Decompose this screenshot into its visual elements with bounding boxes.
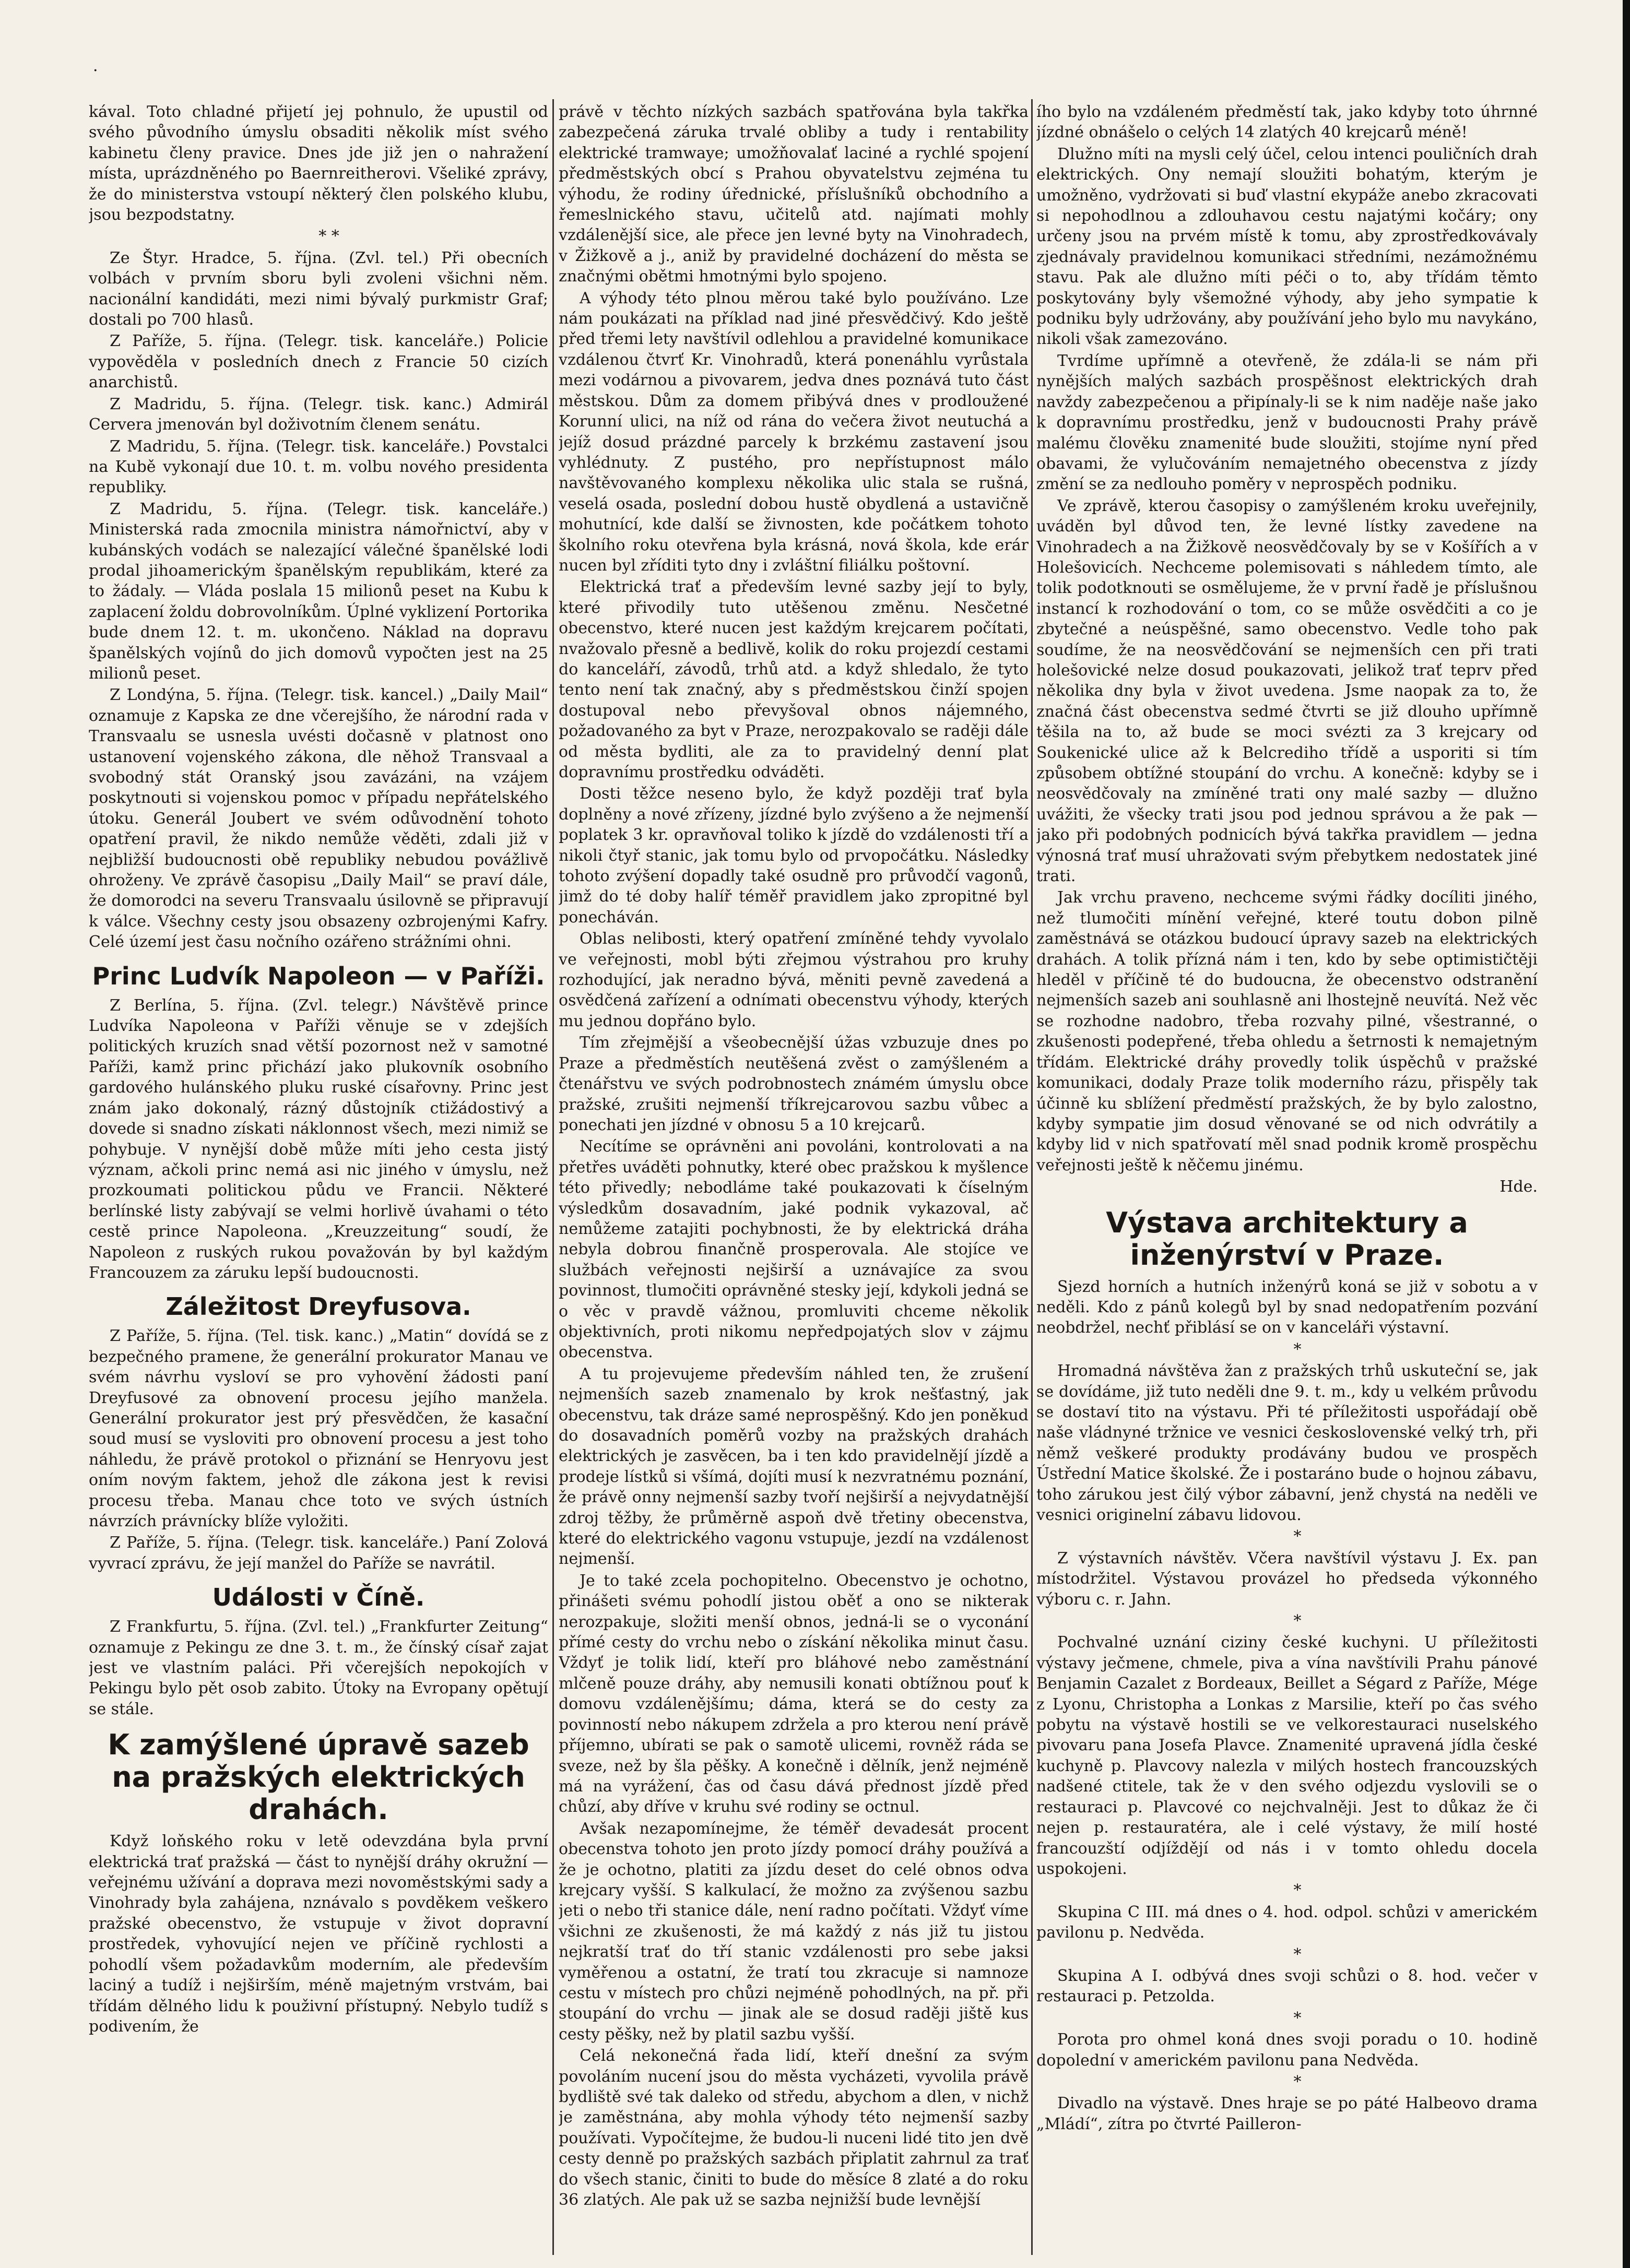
scan-speck: · bbox=[93, 62, 98, 80]
article-text: Dosti těžce neseno bylo, že když později trať byla doplněny a nové zřízeny, jízdné bylo zvýšeno a že nejmenší poplatek 3 kr. opravňoval toliko k jízdě do vzdálenosti tří a nikoli čtyř stanic, jak tomu bylo od prvopočátku. Následky tohoto zvýšení dopadly také osudně pro průvodčí vagonů, jimž do té doby halíř téměř pravidlem jako zpropitné byl ponecháván. bbox=[559, 785, 1029, 927]
news-item: Z Madridu, 5. října. (Telegr. tisk. kanc.) Admirál Cervera jmenován byl doživotním členem senátu. bbox=[89, 395, 548, 434]
news-item: Skupina C III. má dnes o 4. hod. odpol. schůzi v americkém pavilonu p. Nedvěda. bbox=[1036, 1903, 1538, 1942]
scan-edge bbox=[1623, 0, 1630, 2268]
article-text: Necítíme se oprávněni ani povoláni, kontrolovati a na přetřes uváděti pohnutky, které obec pražskou k myšlence této přivedly; nebodláme také poukazovati k číselným výsledkům dosavadním, jaké podnik vykazoval, ač nemůžeme zatajiti pochybnosti, že by elektrická dráha nebyla dobrou finančně prosperovala. Ale stojíce ve službách veřejnosti nejširší a uznávajíce za svou povinnost, tlumočiti oprávněné stesky její, kdykoli jedná se o věc v pravdě vážnou, promluviti chceme několik objektivních, proti nikomu nepředpojatých slov v zájmu obecenstva. bbox=[559, 1137, 1029, 1362]
news-item: Divadlo na výstavě. Dnes hraje se po páté Halbeovo drama „Mládí“, zítra po čtvrté Pailleron- bbox=[1036, 2094, 1538, 2133]
article-text: právě v těchto nízkých sazbách spatřována byla takřka zabezpečená záruka trvalé obliby a tudy i rentability elektrické tramwaye; umožňovalať laciné a rychlé spojení předměstských obcí s Prahou obyvatelstvu zejména tu výhodu, že rodiny úřednické, příslušníků obchodního a řemeslnického stavu, učitelů atd. najímati mohly vzdálenější sice, ale přece jen levné byty na Vinohradech, v Žižkově a j., aniž by pravidelné docházení do města se značnými obětmi hmotnými bylo spojeno. bbox=[559, 103, 1029, 286]
news-item: Pochvalné uznání ciziny české kuchyni. U příležitosti výstavy ječmene, chmele, piva a vína navštívili Prahu pánové Benjamin Cazalet z Bordeaux, Beillet a Ségard z Paříže, Mége z Lyonu, Christopha a Lonkas z Marsilie, kteří po čas svého pobytu na výstavě hostili se ve velkorestauraci nuselského pivovaru pana Josefa Plavce. Znamenité upravená jídla české kuchyně p. Plavcovy nalezla v milých hostech francouzských nadšené ctitele, tak že v den svého odjezdu vyslovili se o restauraci p. Plavcové co nejchvalněji. Jest to důkaz že či nejen p. restauratéra, ale i celé výstavy, že milí hosté francouzští odjíždějí od nás i v tomto ohledu docela uspokojeni. bbox=[1036, 1633, 1538, 1878]
news-item: Z výstavních návštěv. Včera navštívil výstavu J. Ex. pan místodržitel. Výstavou provázel ho předseda výkonného výboru c. r. Jahn. bbox=[1036, 1549, 1538, 1609]
news-item: Z Paříže, 5. října. (Tel. tisk. kanc.) „Matin“ dovídá se z bezpečného pramene, že generální prokurator Manau ve svém návrhu vysloví se pro vyhovění žádosti paní Dreyfusové za obnovení procesu jejího manžela. Generální prokurator jest prý přesvědčen, že kasační soud musí se vysloviti pro obnovení procesu a jest toho náhledu, že právě protokol o přiznání se Henryovu jest oním novým faktem, jehož dle zákona jest k revisi procesu třeba. Manau chce toto ve svých ústních návrzích právnícky blíže vyložiti. bbox=[89, 1327, 548, 1530]
separator-star: * bbox=[1293, 1340, 1302, 1359]
news-item: Z Frankfurtu, 5. října. (Zvl. tel.) „Frankfurter Zeitung“ oznamuje z Pekingu ze dne 3. t. m., že čínský císař zajat jest ve vlastním paláci. Při včerejších nepokojích v Pekingu bylo pět osob zabito. Útoky na Evropany opětují se stále. bbox=[89, 1618, 548, 1718]
separator-star: * bbox=[1293, 1945, 1302, 1964]
headline-china: Události v Číně. bbox=[212, 1583, 425, 1612]
headline-tram-fares: K zamýšlené úpravě sazeb na pražských elektrických drahách. bbox=[108, 1728, 529, 1826]
article-text: Dlužno míti na mysli celý účel, celou intenci pouličních drah elektrických. Ony nemají sloužiti bohatým, kterým je umožněno, vydržovati si buď vlastní ekypáže anebo zkracovati si nepohodlnou a zdlouhavou cestu najatými kočáry; ony určeny jsou na prvém místě k tomu, aby zprostředkovávaly zjednávaly pravidelnou komunikaci středními, nezámožnému stavu. Pak ale dlužno míti péči o to, aby třídám těmto poskytovány byly všemožné výhody, aby jeho sympatie k podniku byly udržovány, aby používání jeho bylo mu navykáno, nikoli však zamezováno. bbox=[1036, 145, 1538, 349]
separator-star: * bbox=[1293, 1881, 1302, 1900]
column-rule-1 bbox=[552, 99, 554, 2255]
news-item: Ze Štyr. Hradce, 5. října. (Zvl. tel.) Při obecních volbách v prvním sboru byli zvoleni všichni něm. nacionální kandidáti, mezi nimi bývalý purkmistr Graf; dostali po 700 hlasů. bbox=[89, 248, 548, 329]
separator-star: * bbox=[1293, 1527, 1302, 1546]
news-item: Z Madridu, 5. října. (Telegr. tisk. kanceláře.) Ministerská rada zmocnila ministra námořnictví, aby v kubánských vodách se nalezající válečné španělské lodi prodal jihoamerickým španělským republikám, které za to žádaly. — Vláda poslala 15 milionů peset na Kubu k zaplacení žoldu dobrovolníkům. Úplné vyklizení Portorika bude dnem 12. t. m. ukončeno. Náklad na dopravu španělských vojínů do jich domovů vypočten jest na 25 milionů peset. bbox=[89, 500, 548, 683]
news-item: Z Madridu, 5. října. (Telegr. tisk. kanceláře.) Povstalci na Kubě vykonají due 10. t. m. volbu nového presidenta republiky. bbox=[89, 437, 548, 497]
article-text: Celá nekonečná řada lidí, kteří dnešní za svým povoláním nucení jsou do města vycházeti, vyvolila právě bydliště své tak daleko od středu, abychom a dlen, v nichž je zaměstnána, aby mohla výhody této nejmenší sazby používati. Vypočítejme, že budou-li nuceni lidé tito jen dvě cesty denně po pražských sazbách připlatit zahrnul za trať do všech stanic, činiti to bude do měsíce 8 zlaté a do roku 36 zlatých. Ale pak už se sazba nejnižší bude levnější bbox=[559, 2047, 1029, 2210]
article-text: Ve zprávě, kterou časopisy o zamýšleném kroku uveřejnily, uváděn byl důvod ten, že levné lístky zavedene na Vinohradech a na Žižkově neosvědčovaly by se v Košířích a v Holešovicích. Nechceme polemisovati s náhledem tímto, ale tolik podotknouti se osmělujeme, že v první řadě je příslušnou instancí k rozhodování o tom, co se může osvědčiti a co je zbytečné a neúspěšné, samo obecenstvo. Vedle toho pak soudíme, že na neosvědčování se nejmenších cen při trati holešovické nelze dosud poukazovati, jelikož trať teprv před několika dny byla v život uvedena. Jsme naopak za to, že značná část obecenstva sedmé čtvrti se již dlouho upřímně těšila na to, až bude se moci svézti za 3 krejcary od Soukenické ulice až k Belcrediho třídě a usporiti si tím způsobem obtížné stoupání do vrchu. A konečně: kdyby se i neosvědčovaly na zmíněné trati ony malé sazby — dlužno uvážiti, že všecky trati jsou pod jednou správou a že pak — jako při podobných podnicích bývá takřka pravidlem — jedna výnosná trať musí uhražovati svým přebytkem nedostatek jiné trati. bbox=[1036, 496, 1538, 886]
news-item: Z Paříže, 5. října. (Telegr. tisk. kanceláře.) Paní Zolová vyvrací zprávu, že její manžel do Paříže se navrátil. bbox=[89, 1534, 548, 1573]
article-text: Oblas nelibosti, který opatření zmíněné tehdy vyvolalo ve veřejnosti, mobl býti zřejmou výstrahou pro kruhy rozhodující, jak neradno bývá, měniti pevně zavedená a osvědčená zařízení a odnímati obecenstvu výhody, kterých mu jednou dopřáno bylo. bbox=[559, 930, 1029, 1030]
headline-napoleon: Princ Ludvík Napoleon — v Paříži. bbox=[92, 961, 545, 990]
separator-stars: * * bbox=[318, 227, 339, 246]
article-text: ího bylo na vzdáleném předměstí tak, jako kdyby toto úhrnné jízdné obnášelo o celých 14 zlatých 40 krejcarů méně! bbox=[1036, 103, 1538, 142]
article-text: A výhody této plnou měrou také bylo používáno. Lze nám poukázati na příklad nad jiné přesvědčivý. Kdo ještě před třemi lety navštívil odlehlou a pravidelné komunikace vzdálenou čtvrť Kr. Vinohradů, která ponenáhlu vyrůstala mezi vodárnou a pivovarem, jedva dnes poznává tuto část městskou. Dům za domem přibývá dnes v prodloužené Korunní ulici, na níž od rána do večera život neutuchá a jejíž dosud prázdné parcely k brzkému zastavení jsou vyhlédnuty. Z pustého, pro nepřístupnost málo navštěvovaného komplexu několika ulic stala se rušná, veselá osada, poslední dobou hustě obydlená a ustavičně mohutnící, kde další se živnosten, kde počátkem tohoto školního roku otevřena byla krásná, nová škola, kde erár nucen byl zříditi tyto dny i zvláštní filiálku poštovní. bbox=[559, 289, 1029, 575]
news-item: Z Londýna, 5. října. (Telegr. tisk. kancel.) „Daily Mail“ oznamuje z Kapska ze dne včerejšího, že národní rada v Transvaalu se usnesla uvésti dočasně v platnost ono ustanovení vojenského zákona, dle něhož Transvaal a svobodný stát Oranský jsou zavázáni, na vzájem poskytnouti si vojenskou pomoc v případu nepřátelského útoku. Generál Joubert ve svém odůvodnění tohoto opatření pravil, že nikdo nemůže věděti, zdali již v nejbližší budoucnosti obě republiky nebudou povážlivě ohroženy. Ve zprávě časopisu „Daily Mail“ se praví dále, že domorodci na severu Transvaalu úsilovně se připravují k válce. Všechny cesty jsou obsazeny ozbrojenými Kafry. Celé území jest času nočního ozářeno strážními ohni. bbox=[89, 686, 548, 952]
article-text: Jak vrchu praveno, nechceme svými řádky docíliti jiného, než tlumočiti mínění veřejné, které toutu dobon pilně zaměstnává se otázkou budoucí úpravy sazeb na elektrických drahách. A tolik přízná nám i ten, kdo by sebe optimističtěji hleděl v příčině té do budoucna, že obecenstvo odstranění nejmenších sazeb ani souhlasně ani lhostejně neuvítá. Než věc se rozhodne nadobro, třeba rozvahy pilné, všestranné, o zkušenosti podepřené, třeba ohledu a šetrnosti k nemajetným třídám. Elektrické dráhy provedly tolik úspěchů v pražské komunikaci, dodaly Praze tolik moderního rázu, přispěly tak účinně ku sblížení předměstí pražských, že by bylo zalostno, kdyby sympatie jim dosud věnované se od nich odvrátily a kdyby lid v nich spatřovatí měl snad podnik kromě prospěchu veřejnosti ještě k něčemu jinému. bbox=[1036, 888, 1538, 1174]
author-signature: Hde. bbox=[1499, 1178, 1538, 1196]
column-rule-2 bbox=[1031, 99, 1033, 2255]
headline-exhibition: Výstava architektury a inženýrství v Praze. bbox=[1106, 1206, 1468, 1272]
article-text: Je to také zcela pochopitelno. Obecenstvo je ochotno, přinášeti svému pohodlí jistou oběť a ono se nikterak nerozpakuje, složiti menší obnos, jedná-li se o vyconání přímé cesty do vrchu nebo o získání několika minut času. Vždyť je tolik lidí, kteří pro bláhové nebo zaměstnání mlčeně pouze dráhy, aby nemusili konati obtížnou pouť k domovu vzdálenějšímu; dáma, která se do cesty za povinností nebo nákupem zdržela a pro kterou není právě příjemno, ubírati se pak o samotě ulicemi, rovněž ráda se sveze, než by šla pěšky. A konečně i dělník, jenž nejméně má na vyrážení, čas od času dává přednost jízdě před chůzí, aby dříve v kruhu své rodiny se octnul. bbox=[559, 1571, 1029, 1816]
article-text: A tu projevujeme především náhled ten, že zrušení nejmenších sazeb znamenalo by krok nešťastný, jak obecenstvu, tak dráze samé neprospěšný. Kdo jen poněkud do dosavadních poměrů vozby na pražských drahách elektrických je zasvěcen, ba i ten kdo pravidelnějí jízdě a prodeje lístků si všímá, dojíti musí k nezvratnému poznání, že právě onny nejmenší sazby tvoří nejširší a nejvydatnější zdroj těžby, že průměrně aspoň dvě třetiny obecenstva, které do elektrického vagonu vstupuje, jezdí na vzdálenost nejmenší. bbox=[559, 1364, 1029, 1569]
article-text: Tím zřejmější a všeobecnější úžas vzbuzuje dnes po Praze a předměstích neutěšená zvěst o zamýšleném a čtenářstvu ve svých podrobnostech známém úmyslu obce pražské, zrušiti nejmenší tříkrejcarovou sazbu vůbec a ponechati jen jízdné v obnosu 5 a 10 krejcarů. bbox=[559, 1034, 1029, 1134]
article-text: Tvrdíme upřímně a otevřeně, že zdála-li se nám při nynějších malých sazbách prospěšnost elektrických drah navždy zabezpečenou a připínaly-li se k nim naděje naše jako k dopravnímu prostředku, jenž v budoucnosti Prahy právě malému člověku znamenité bude sloužiti, stojíme nyní před obavami, že vylučováním nemajetného obecenstva z jízdy změní se za nedlouho poměry v neprospěch podniku. bbox=[1036, 351, 1538, 494]
separator-star: * bbox=[1293, 2072, 1302, 2091]
news-item: Porota pro ohmel koná dnes svoji poradu o 10. hodině dopolední v americkém pavilonu pana Nedvěda. bbox=[1036, 2030, 1538, 2070]
column-3 bbox=[1036, 102, 1538, 2252]
article-text: Avšak nezapomínejme, že téměř devadesát procent obecenstva tohoto jen proto jízdy pomocí dráhy používá a že je ochotno, platiti za jízdu deset do celé obnos odva krejcary vyšší. S kalkulací, že možno za zvýšenou sazbu jeti o nebo tři stanice dále, není radno počítati. Vždyť víme všichni ze zkušenosti, že má každý z nás již tu jistou nejkratší trať do tří stanic vzdálenosti pro sebe jaksi vyměřenou a ostatní, že tratí tou zkracuje si namnoze cestu v místech pro chůzi nejméně pohodlných, na př. při stoupání do vrchu — jinak ale se dosud raději jiště kus cesty pěšky, než by platil sazbu vyšší. bbox=[559, 1819, 1029, 2044]
article-text: Elektrická trať a především levné sazby její to byly, které přivodily tuto utěšenou změnu. Nesčetné obecenstvo, které nucen jest každým krejcarem počítati, nvažovalo přesně a bedlivě, kolik do roku projezdí cestami do kanceláří, závodů, trhů atd. a když shledalo, že tyto tento není tak značný, aby s předměstskou činží spojen dostupoval nebo převyšoval obnos nájemného, požadovaného za byt v Praze, nerozpakovalo se raději dále od města bydliti, ale za to pravidelný denní plat dopravnímu prostředku odváděti. bbox=[559, 578, 1029, 781]
news-item: Z Paříže, 5. října. (Telegr. tisk. kanceláře.) Policie vypověděla v posledních dnech z Francie 50 cizích anarchistů. bbox=[89, 332, 548, 392]
headline-dreyfus: Záležitost Dreyfusova. bbox=[166, 1292, 471, 1321]
news-item: Sjezd horních a hutních inženýrů koná se již v sobotu a v neděli. Kdo z pánů kolegů byl by snad nedopatřením pozvání neobdržel, nechť přiblásí se on v kanceláři výstavní. bbox=[1036, 1277, 1538, 1337]
column-2 bbox=[559, 102, 1029, 2252]
news-item: Hromadná návštěva žan z pražských trhů uskuteční se, jak se dovídáme, již tuto neděli dne 9. t. m., kdy u velkém průvodu se dostaví tito na výstavu. Při té příležitosti uspořádají obě naše vládnyné tržnice ve vesnici československé velký trh, při němž veškeré produkty prodávány budou ve prospěch Ústřední Matice školské. Že i postaráno bude o hojnou zábavu, toho zárukou jest čilý výbor zábavní, jenž chystá na neděli ve vesnici originelní zábavu lidovou. bbox=[1036, 1362, 1538, 1524]
separator-star: * bbox=[1293, 1612, 1302, 1631]
article-text: kával. Toto chladné přijetí jej pohnulo, že upustil od svého původního úmyslu obsaditi několik míst svého kabinetu členy pravice. Dnes jde již jen o nahražení místa, uprázdněného po Baernreitherovi. Všeliké zprávy, že do ministerstva vstoupí některý člen polského klubu, jsou bezpodstatny. bbox=[89, 103, 548, 224]
column-1 bbox=[89, 102, 548, 2252]
article-text: Když loňského roku v letě odevzdána byla první elektrická trať pražská — část to nynější dráhy okružní — veřejnému užívání a doprava mezi novoměstskými sady a Vinohrady byla zahájena, nznávalo s povděkem veškero pražské obecenstvo, že vstupuje v život dopravní prostředek, vyhovující nejen ve příčině rychlosti a pohodlí všem požadavkům moderním, ale především laciný a tudíž i nejširším, méně majetným vrstvám, bai třídám dělného lidu k použivní přístupný. Nebylo tudíž s podivením, že bbox=[89, 1832, 548, 2036]
separator-star: * bbox=[1293, 2009, 1302, 2027]
news-item: Skupina A I. odbývá dnes svoji schůzi o 8. hod. večer v restauraci p. Petzolda. bbox=[1036, 1966, 1538, 2006]
news-item: Z Berlína, 5. října. (Zvl. telegr.) Návštěvě prince Ludvíka Napoleona v Paříži věnuje se v zdejších politických kruzích snad větší pozornost než v samotné Paříži, kamž princ přichází jako plukovník osobního gardového hulánského pluku ruské císařovny. Princ jest znám jako dokonalý, rázný důstojník ctižádostivý a dovede si snadno získati náklonnost všech, mezi nimiž se pohybuje. V nynější době může míti jeho cesta jistý význam, ačkoli princ nemá asi nic jiného v úmyslu, než prozkoumati politickou půdu ve Francii. Některé berlínské listy zabývají se velmi horlivě úvahami o této cestě prince Napoleona. „Kreuzzeitung“ soudí, že Napoleon z ruských rukou považován by byl každým Francouzem za záruku lepší budoucnosti. bbox=[89, 996, 548, 1282]
